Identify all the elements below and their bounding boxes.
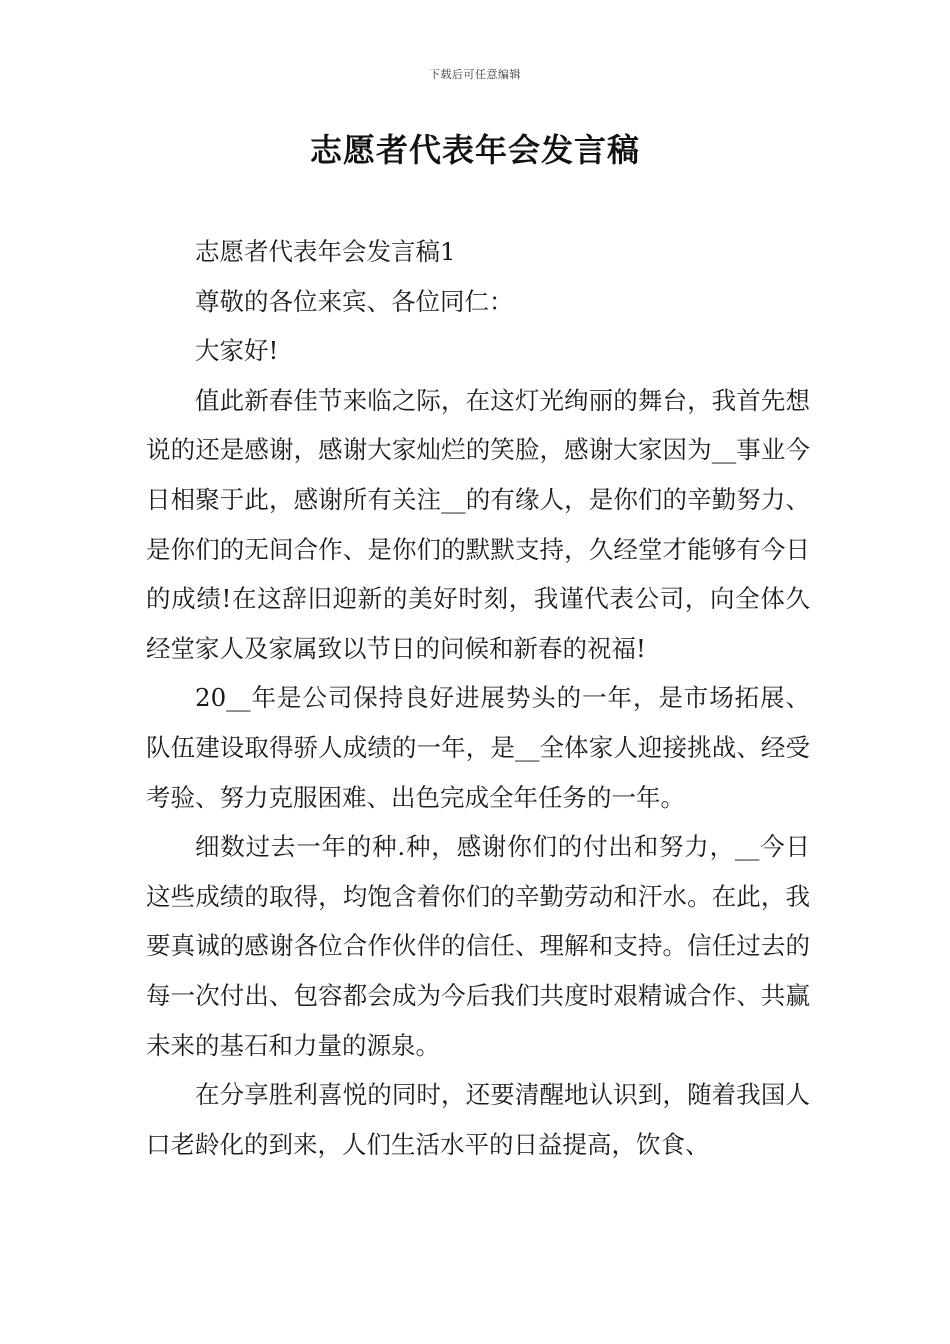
header-note: 下载后可任意编辑: [429, 68, 521, 81]
paragraph-greeting: 大家好!: [195, 336, 279, 366]
paragraph-salutation: 尊敬的各位来宾、各位同仁：: [195, 286, 514, 316]
paragraph-thanks: 值此新春佳节来临之际，在这灯光绚丽的舞台，我首先想说的还是感谢，感谢大家灿烂的笑脸，感谢大家因为__事业今日相聚于此，感谢所有关注__的有缘人，是你们的辛勤努力、是你们的无间合作、是你们的默默支持，久经堂才能够有今日的成绩!在这辞旧迎新的美好时刻，我谨代表公司，向全体久经堂家人及家属致以节日的问候和新春的祝福!: [146, 385, 810, 663]
paragraph-subtitle: 志愿者代表年会发言稿1: [195, 237, 456, 266]
document-body: [146, 227, 810, 1169]
paragraph-year-review: 20__年是公司保持良好进展势头的一年，是市场拓展、队伍建设取得骄人成绩的一年，是__全体家人迎接挑战、经受考验、努力克服困难、出色完成全年任务的一年。: [146, 683, 810, 812]
paragraph-outlook: 在分享胜利喜悦的同时，还要清醒地认识到，随着我国人口老龄化的到来，人们生活水平的日益提高，饮食、: [146, 1080, 810, 1159]
paragraph-appreciation: 细数过去一年的种.种，感谢你们的付出和努力，__今日这些成绩的取得，均饱含着你们的辛勤劳动和汗水。在此，我要真诚的感谢各位合作伙伴的信任、理解和支持。信任过去的每一次付出、包容都会成为今后我们共度时艰精诚合作、共赢未来的基石和力量的源泉。: [146, 832, 810, 1060]
document-title: 志愿者代表年会发言稿: [309, 131, 640, 169]
